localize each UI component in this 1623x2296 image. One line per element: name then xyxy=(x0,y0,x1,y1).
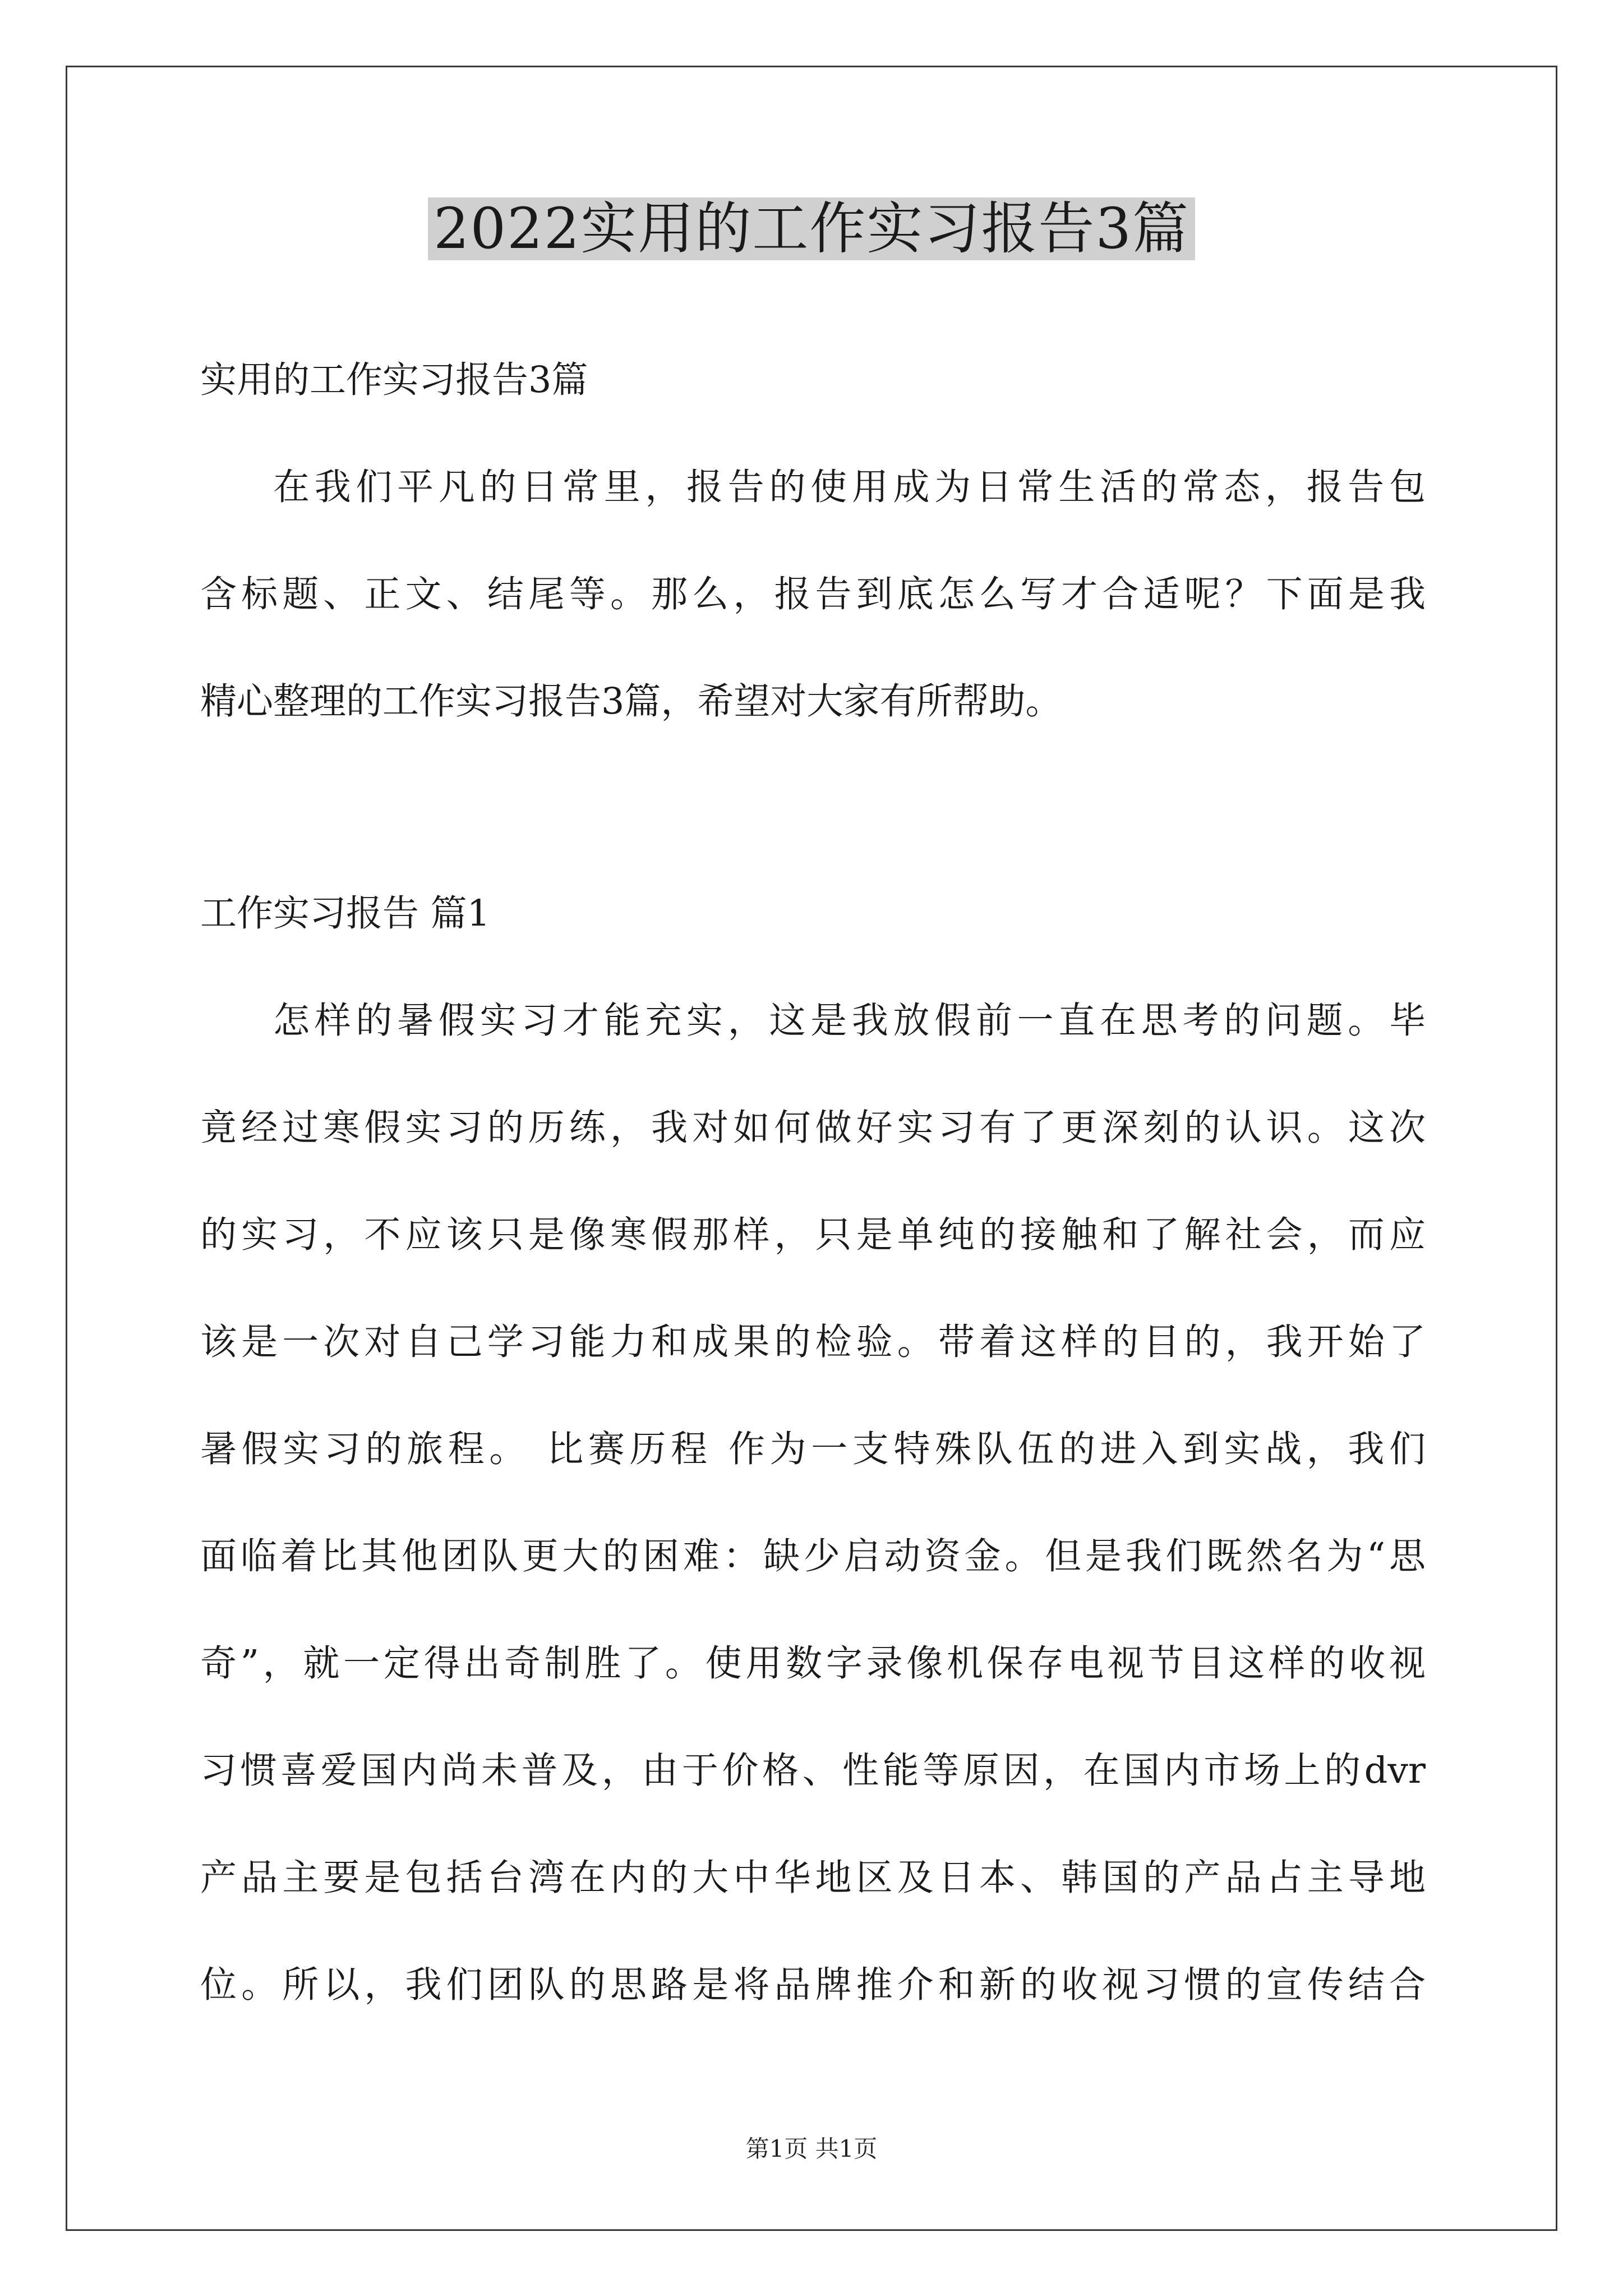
document-subtitle: 实用的工作实习报告3篇 xyxy=(200,359,588,401)
document-title-text: 2022实用的工作实习报告3篇 xyxy=(428,197,1195,260)
body-line: 位。所以，我们团队的思路是将品牌推介和新的收视习惯的宣传结合 xyxy=(200,1964,1426,2006)
body-line: 面临着比其他团队更大的困难：缺少启动资金。但是我们既然名为“思 xyxy=(200,1535,1426,1577)
section-heading: 工作实习报告 篇1 xyxy=(200,892,491,935)
page-footer: 第1页 共1页 xyxy=(745,2135,878,2162)
body-line: 奇”，就一定得出奇制胜了。使用数字录像机保存电视节目这样的收视 xyxy=(200,1642,1426,1685)
body-line: 该是一次对自己学习能力和成果的检验。带着这样的目的，我开始了 xyxy=(200,1321,1426,1363)
intro-line: 含标题、正文、结尾等。那么，报告到底怎么写才合适呢？下面是我 xyxy=(200,573,1426,615)
body-line: 暑假实习的旅程。 比赛历程 作为一支特殊队伍的进入到实战，我们 xyxy=(200,1428,1426,1470)
body-line: 怎样的暑假实习才能充实，这是我放假前一直在思考的问题。毕 xyxy=(273,1000,1426,1042)
body-line: 习惯喜爱国内尚未普及，由于价格、性能等原因，在国内市场上的dvr xyxy=(200,1750,1426,1792)
body-line: 的实习，不应该只是像寒假那样，只是单纯的接触和了解社会，而应 xyxy=(200,1214,1426,1256)
document-title xyxy=(0,197,1623,260)
body-line: 产品主要是包括台湾在内的大中华地区及日本、韩国的产品占主导地 xyxy=(200,1857,1426,1899)
intro-line: 在我们平凡的日常里，报告的使用成为日常生活的常态，报告包 xyxy=(273,466,1426,508)
body-line: 竟经过寒假实习的历练，我对如何做好实习有了更深刻的认识。这次 xyxy=(200,1107,1426,1149)
intro-line: 精心整理的工作实习报告3篇，希望对大家有所帮助。 xyxy=(200,680,1062,723)
